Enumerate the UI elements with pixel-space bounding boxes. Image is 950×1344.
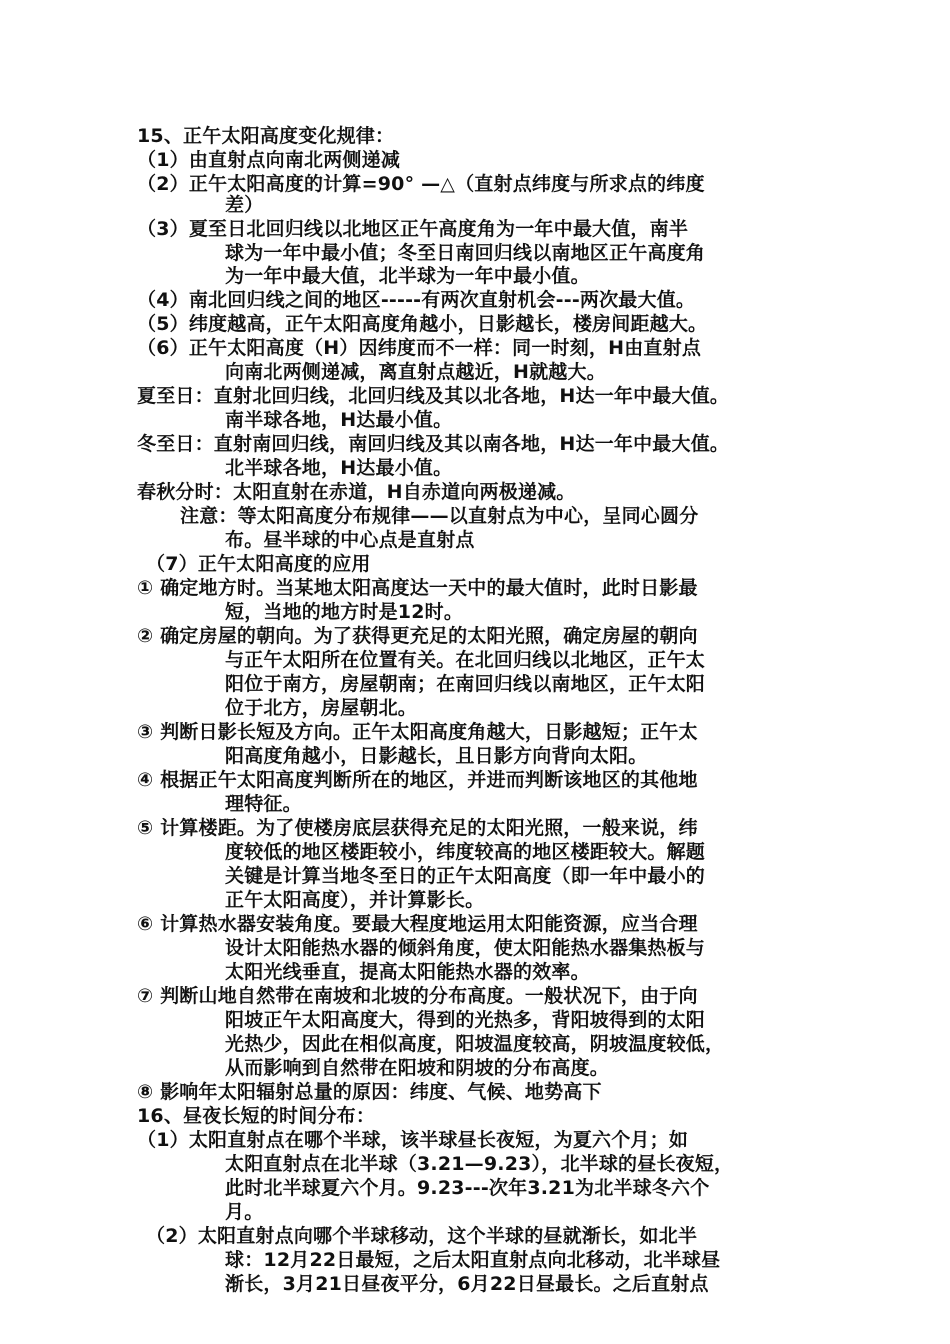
text-line: 太阳光线垂直，提高太阳能热水器的效率。 [225,961,590,983]
text-line: （3）夏至日北回归线以北地区正午高度角为一年中最大值，南半 [137,218,689,240]
text-line: ⑥ 计算热水器安装角度。要最大程度地运用太阳能资源，应当合理 [137,913,698,935]
text-line: ① 确定地方时。当某地太阳高度达一天中的最大值时，此时日影最 [137,577,698,599]
text-line: ⑦ 判断山地自然带在南坡和北坡的分布高度。一般状况下，由于向 [137,985,698,1007]
text-line: 从而影响到自然带在阳坡和阴坡的分布高度。 [225,1057,610,1079]
text-line: 北半球各地，H达最小值。 [225,457,453,479]
text-line: 阳坡正午太阳高度大，得到的光热多，背阳坡得到的太阳 [225,1009,706,1031]
text-line: （6）正午太阳高度（H）因纬度而不一样：同一时刻，H由直射点 [137,337,702,359]
text-line: 理特征。 [225,793,302,815]
text-line: 月。 [225,1201,264,1223]
section-heading-15: 15、正午太阳高度变化规律： [137,125,395,147]
text-line: （2）太阳直射点向哪个半球移动，这个半球的昼就渐长，如北半 [146,1225,698,1247]
text-line: 差） [225,194,264,216]
text-line: 短，当地的地方时是12时。 [225,601,464,623]
text-line: 渐长，3月21日昼夜平分，6月22日昼最长。之后直射点 [225,1273,709,1295]
text-line: 春秋分时：太阳直射在赤道，H自赤道向两极递减。 [137,481,576,503]
subsection-heading-7: （7）正午太阳高度的应用 [146,553,371,575]
text-line: （2）正午太阳高度的计算=90° —△（直射点纬度与所求点的纬度 [137,173,705,195]
text-line: （1）由直射点向南北两侧递减 [137,149,401,171]
text-line: （1）太阳直射点在哪个半球，该半球昼长夜短，为夏六个月；如 [137,1129,689,1151]
text-line: 太阳直射点在北半球（3.21—9.23），北半球的昼长夜短， [225,1153,734,1175]
text-line: （4）南北回归线之间的地区-----有两次直射机会---两次最大值。 [137,289,696,311]
text-line: ③ 判断日影长短及方向。正午太阳高度角越大，日影越短；正午太 [137,721,698,743]
text-line: 设计太阳能热水器的倾斜角度，使太阳能热水器集热板与 [225,937,706,959]
text-line: 与正午太阳所在位置有关。在北回归线以北地区，正午太 [225,649,706,671]
text-line: （5）纬度越高，正午太阳高度角越小，日影越长，楼房间距越大。 [137,313,708,335]
text-line: 此时北半球夏六个月。9.23---次年3.21为北半球冬六个 [225,1177,710,1199]
text-line: ② 确定房屋的朝向。为了获得更充足的太阳光照，确定房屋的朝向 [137,625,698,647]
text-line: ⑧ 影响年太阳辐射总量的原因：纬度、气候、地势高下 [137,1081,602,1103]
note-line: 布。昼半球的中心点是直射点 [225,529,475,551]
text-line: 冬至日：直射南回归线，南回归线及其以南各地，H达一年中最大值。 [137,433,730,455]
section-heading-16: 16、昼夜长短的时间分布： [137,1105,376,1127]
text-line: ④ 根据正午太阳高度判断所在的地区，并进而判断该地区的其他地 [137,769,698,791]
text-line: 为一年中最大值，北半球为一年中最小值。 [225,265,590,287]
text-line: 正午太阳高度），并计算影长。 [225,889,485,911]
text-line: 南半球各地，H达最小值。 [225,409,453,431]
text-line: 球为一年中最小值；冬至日南回归线以南地区正午高度角 [225,242,706,264]
text-line: 关键是计算当地冬至日的正午太阳高度（即一年中最小的 [225,865,706,887]
text-line: 阳高度角越小，日影越长，且日影方向背向太阳。 [225,745,648,767]
text-line: ⑤ 计算楼距。为了使楼房底层获得充足的太阳光照，一般来说，纬 [137,817,698,839]
text-line: 夏至日：直射北回归线，北回归线及其以北各地，H达一年中最大值。 [137,385,730,407]
text-line: 光热少，因此在相似高度，阳坡温度较高，阴坡温度较低， [225,1033,725,1055]
text-line: 位于北方，房屋朝北。 [225,697,418,719]
text-line: 阳位于南方，房屋朝南；在南回归线以南地区，正午太阳 [225,673,706,695]
text-line: 球：12月22日最短，之后太阳直射点向北移动，北半球昼 [225,1249,721,1271]
note-line: 注意：等太阳高度分布规律——以直射点为中心，呈同心圆分 [180,505,699,527]
text-line: 度较低的地区楼距较小，纬度较高的地区楼距较大。解题 [225,841,706,863]
text-line: 向南北两侧递减，离直射点越近，H就越大。 [225,361,606,383]
